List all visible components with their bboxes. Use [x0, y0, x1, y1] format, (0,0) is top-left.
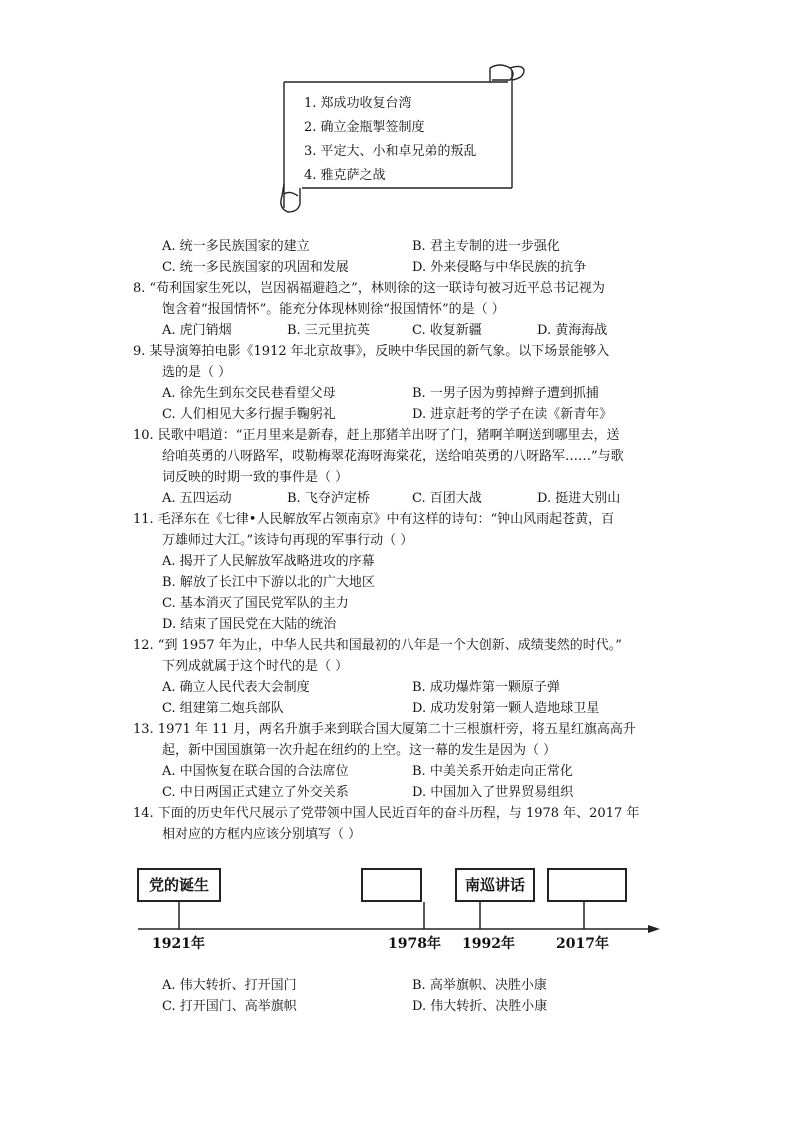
- scroll-item: 4. 雅克萨之战: [304, 168, 386, 183]
- q10-option-c[interactable]: C. 百团大战: [412, 491, 482, 506]
- q11-option-a[interactable]: A. 揭开了人民解放军战略进攻的序幕: [162, 554, 375, 569]
- timeline-box-1992: 南巡讲话: [455, 868, 535, 902]
- q9-stem-line: 选的是（ ）: [162, 365, 232, 380]
- q8-option-d[interactable]: D. 黄海海战: [537, 323, 608, 338]
- q9-option-d[interactable]: D. 进京赶考的学子在读《新青年》: [412, 407, 613, 422]
- q7-option-c[interactable]: C. 统一多民族国家的巩固和发展: [162, 260, 349, 275]
- q10-option-b[interactable]: B. 飞夺泸定桥: [287, 491, 370, 506]
- timeline-year: 2017年: [556, 936, 609, 952]
- q14-option-b[interactable]: B. 高举旗帜、决胜小康: [412, 978, 547, 993]
- timeline-box-1978: [361, 868, 422, 902]
- q12-stem-line: 下列成就属于这个时代的是（ ）: [162, 659, 349, 674]
- timeline-box-2017: [547, 868, 627, 902]
- q14-stem-line: 14. 下面的历史年代尺展示了党带领中国人民近百年的奋斗历程，与 1978 年、2017 年: [133, 806, 640, 821]
- scroll-item: 3. 平定大、小和卓兄弟的叛乱: [304, 144, 477, 159]
- q12-option-a[interactable]: A. 确立人民代表大会制度: [162, 680, 310, 695]
- scroll-list: [304, 92, 504, 188]
- q10-stem-line: 词反映的时期一致的事件是（ ）: [162, 470, 349, 485]
- q14-stem-line: 相对应的方框内应该分别填写（ ）: [162, 827, 362, 842]
- q13-stem-line: 起，新中国国旗第一次升起在纽约的上空。这一幕的发生是因为（ ）: [162, 743, 557, 758]
- q9-stem-line: 9. 某导演筹拍电影《1912 年北京故事》，反映中华民国的新气象。以下场景能够入: [133, 344, 610, 359]
- q13-stem-line: 13. 1971 年 11 月，两名升旗手来到联合国大厦第二十三根旗杆旁，将五星红旗高高升: [133, 722, 636, 737]
- q11-stem-line: 11. 毛泽东在《七律•人民解放军占领南京》中有这样的诗句：“钟山风雨起苍黄，百: [133, 512, 615, 527]
- timeline-year: 1992年: [462, 936, 515, 952]
- q12-stem-line: 12. “到 1957 年为止，中华人民共和国最初的八年是一个大创新、成绩斐然的时代。”: [133, 638, 622, 653]
- q13-option-c[interactable]: C. 中日两国正式建立了外交关系: [162, 785, 349, 800]
- q10-stem-line: 10. 民歌中唱道：“正月里来是新春，赶上那猪羊出呀了门，猪啊羊啊送到哪里去，送: [133, 428, 620, 443]
- q12-option-b[interactable]: B. 成功爆炸第一颗原子弹: [412, 680, 560, 695]
- timeline-year: 1978年: [388, 936, 441, 952]
- q10-option-a[interactable]: A. 五四运动: [162, 491, 232, 506]
- q11-stem-line: 万雄师过大江。”该诗句再现的军事行动（ ）: [162, 533, 414, 548]
- timeline-year: 1921年: [152, 936, 205, 952]
- timeline-figure: [132, 858, 672, 958]
- q11-option-c[interactable]: C. 基本消灭了国民党军队的主力: [162, 596, 349, 611]
- scroll-figure: [278, 58, 528, 214]
- q9-option-b[interactable]: B. 一男子因为剪掉辫子遭到抓捕: [412, 386, 599, 401]
- q7-option-a[interactable]: A. 统一多民族国家的建立: [162, 239, 310, 254]
- q12-option-c[interactable]: C. 组建第二炮兵部队: [162, 701, 284, 716]
- q8-stem-line: 8. “苟利国家生死以，岂因祸福避趋之”，林则徐的这一联诗句被习近平总书记视为: [133, 281, 605, 296]
- q10-option-d[interactable]: D. 挺进大别山: [537, 491, 621, 506]
- q14-option-a[interactable]: A. 伟大转折、打开国门: [162, 978, 297, 993]
- scroll-item: 1. 郑成功收复台湾: [304, 96, 412, 111]
- q8-option-b[interactable]: B. 三元里抗英: [287, 323, 370, 338]
- q9-option-a[interactable]: A. 徐先生到东交民巷看望父母: [162, 386, 336, 401]
- q9-option-c[interactable]: C. 人们相见大多行握手鞠躬礼: [162, 407, 336, 422]
- q13-option-a[interactable]: A. 中国恢复在联合国的合法席位: [162, 764, 349, 779]
- q8-option-a[interactable]: A. 虎门销烟: [162, 323, 232, 338]
- q10-stem-line: 给咱英勇的八呀路军，哎勒梅翠花海呀海棠花，送给咱英勇的八呀路军……”与歌: [162, 449, 624, 464]
- q7-option-d[interactable]: D. 外来侵略与中华民族的抗争: [412, 260, 587, 275]
- q12-option-d[interactable]: D. 成功发射第一颗人造地球卫星: [412, 701, 600, 716]
- q8-option-c[interactable]: C. 收复新疆: [412, 323, 482, 338]
- q7-option-b[interactable]: B. 君主专制的进一步强化: [412, 239, 560, 254]
- q13-option-b[interactable]: B. 中美关系开始走向正常化: [412, 764, 573, 779]
- q11-option-d[interactable]: D. 结束了国民党在大陆的统治: [162, 617, 337, 632]
- q8-stem-line: 饱含着“报国情怀”。能充分体现林则徐“报国情怀”的是（ ）: [162, 302, 505, 317]
- q14-option-d[interactable]: D. 伟大转折、决胜小康: [412, 999, 548, 1014]
- q13-option-d[interactable]: D. 中国加入了世界贸易组织: [412, 785, 574, 800]
- timeline-box-1921: 党的诞生: [137, 868, 221, 902]
- q14-option-c[interactable]: C. 打开国门、高举旗帜: [162, 999, 297, 1014]
- scroll-item: 2. 确立金瓶掣签制度: [304, 120, 425, 135]
- q11-option-b[interactable]: B. 解放了长江中下游以北的广大地区: [162, 575, 375, 590]
